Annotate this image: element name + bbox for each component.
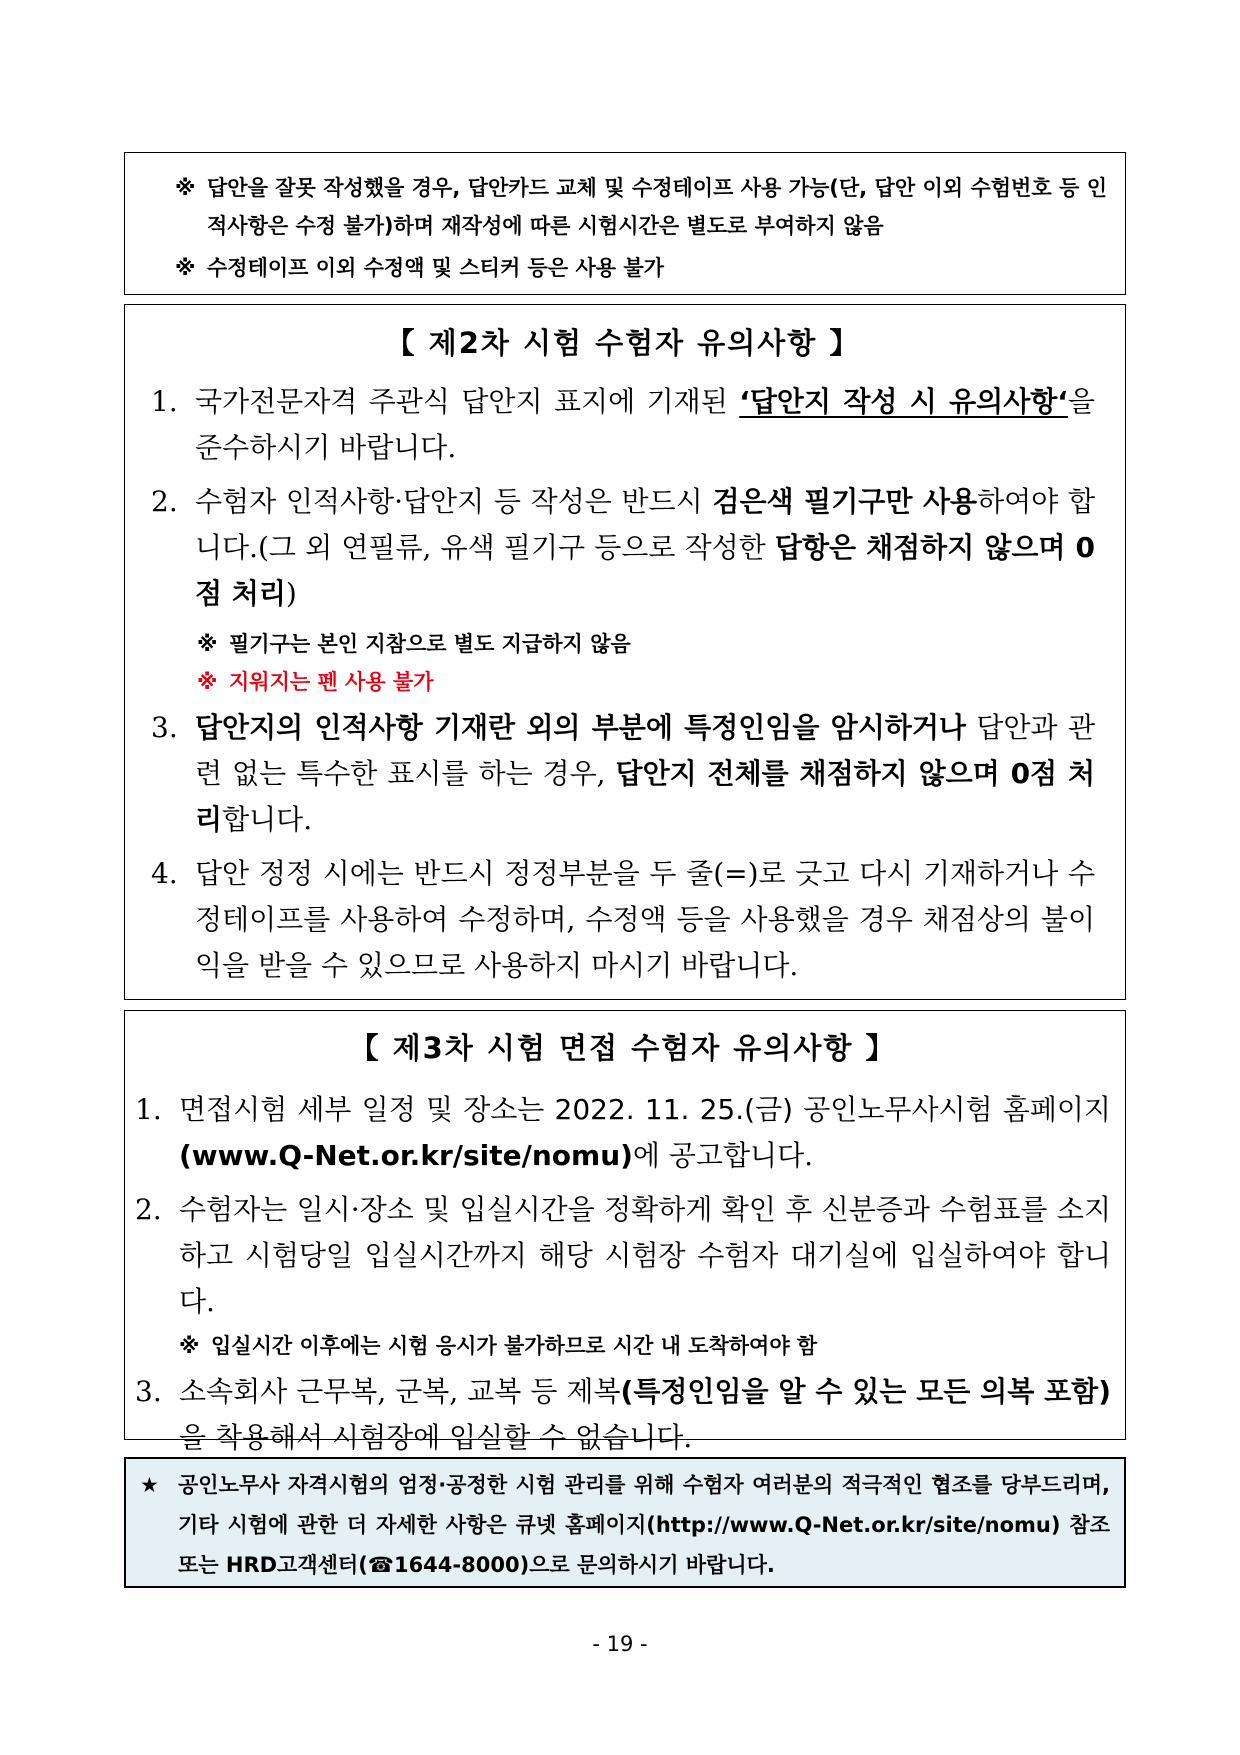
reference-mark-icon: ※: [197, 670, 218, 694]
emphasis-text: ‘답안지 작성 시 유의사항‘: [739, 385, 1068, 418]
sub-notice-warning: [197, 663, 1095, 701]
item-number: 1.: [135, 1093, 162, 1126]
contact-info-box: [124, 1457, 1126, 1588]
answer-card-notice-box: [124, 152, 1126, 295]
emphasis-text: 답항은 채점하지 않으며 0점 처리: [195, 531, 1095, 610]
third-exam-section: [124, 1010, 1126, 1454]
item-number: 4.: [151, 857, 178, 890]
emphasis-text: 답안지 전체를 채점하지 않으며 0점 처리: [195, 757, 1095, 836]
item-number: 2.: [151, 485, 178, 518]
item-text: [195, 379, 1095, 471]
item-text-part: 국가전문자격 주관식 답안지 표지에 기재된: [195, 385, 740, 418]
reference-mark-icon: ※: [197, 632, 218, 656]
item-text-part: 하여야 합니다.(그 외 연필류, 유색 필기구 등으로 작성한: [195, 485, 1095, 564]
item-text-part: ): [285, 577, 297, 610]
page-number: - 19 -: [592, 1632, 648, 1656]
section-title: 【 제2차 시험 수험자 유의사항 】: [385, 326, 861, 360]
list-item: [151, 379, 1095, 471]
item-text: 답안 정정 시에는 반드시 정정부분을 두 줄(=)로 긋고 다시 기재하거나 수정테이프를 사용하여 수정하며, 수정액 등을 사용했을 경우 채점상의 불이익을 받을 수 있으므로 사용하지 마시기 바랍니다.: [195, 857, 1095, 982]
item-text: [195, 479, 1095, 617]
item-text: [179, 1369, 1111, 1461]
notice-text: 답안을 잘못 작성했을 경우, 답안카드 교체 및 수정테이프 사용 가능(단, 답안 이외 수험번호 등 인적사항은 수정 불가)하며 재작성에 따른 시험시간은 별도로 부여하지 않음: [207, 176, 1107, 238]
list-item: [151, 851, 1095, 989]
emphasis-text: (특정인임을 알 수 있는 모든 의복 포함): [620, 1375, 1111, 1408]
notice-text: 수정테이프 이외 수정액 및 스티커 등은 사용 불가: [207, 256, 664, 280]
contact-text: 공인노무사 자격시험의 엄정·공정한 시험 관리를 위해 수험자 여러분의 적극적인 협조를 당부드리며, 기타 시험에 관한 더 자세한 사항은 큐넷 홈페이지(http://www.Q-Net.or.kr/site/nomu) 참조 또는 HRD고객센터(☎1644-8000)으로 문의하시기 바랍니다.: [178, 1473, 1110, 1577]
emphasis-text: 답안지의 인적사항 기재란 외의 부분에 특정인임을 암시하거나: [195, 711, 966, 744]
second-exam-section: [124, 304, 1126, 1000]
reference-mark-icon: ※: [179, 1334, 200, 1358]
item-number: 3.: [151, 711, 178, 744]
sub-notice-text: 필기구는 본인 지참으로 별도 지급하지 않음: [229, 632, 631, 656]
item-text-part: 공인노무사시험 홈페이지: [793, 1093, 1111, 1126]
sub-notice-text: 지워지는 펜 사용 불가: [229, 670, 434, 694]
contact-notice: [140, 1465, 1110, 1585]
item-text-part: 합니다.: [222, 803, 313, 836]
item-text-part: 에 공고합니다.: [632, 1139, 814, 1172]
item-text-part: 소속회사 근무복, 군복, 교복 등 제복: [179, 1375, 621, 1408]
item-number: 2.: [135, 1193, 162, 1226]
notice-item: [175, 169, 1107, 245]
list-item: [135, 1369, 1111, 1461]
item-text-part: 면접시험 세부 일정 및 장소는: [179, 1093, 555, 1126]
exam-date: 2022. 11. 25.(금): [554, 1093, 794, 1126]
item-text: 수험자는 일시·장소 및 입실시간을 정확하게 확인 후 신분증과 수험표를 소지하고 시험당일 입실시간까지 해당 시험장 수험자 대기실에 입실하여야 합니다.: [179, 1193, 1111, 1318]
item-text-part: 수험자 인적사항·답안지 등 작성은 반드시: [195, 485, 713, 518]
list-item: [151, 479, 1095, 617]
notice-item: [175, 249, 1107, 287]
website-link[interactable]: (www.Q-Net.or.kr/site/nomu): [179, 1139, 633, 1172]
list-item: [135, 1087, 1111, 1179]
sub-notice: [179, 1327, 1111, 1365]
star-icon: ★: [140, 1473, 159, 1497]
reference-mark-icon: ※: [175, 256, 196, 280]
item-text-part: 답안과 관련 없는 특수한 표시를 하는 경우,: [195, 711, 1095, 790]
item-number: 1.: [151, 385, 178, 418]
reference-mark-icon: ※: [175, 176, 196, 200]
item-text: [195, 705, 1095, 843]
item-text-part: 을 착용해서 시험장에 입실할 수 없습니다.: [179, 1421, 693, 1454]
sub-notice-text: 입실시간 이후에는 시험 응시가 불가하므로 시간 내 도착하여야 함: [211, 1334, 818, 1358]
sub-notice: [197, 625, 1095, 663]
list-item: [151, 705, 1095, 843]
item-number: 3.: [135, 1375, 162, 1408]
section-title: 【 제3차 시험 면접 수험자 유의사항 】: [349, 1031, 897, 1065]
emphasis-text: 검은색 필기구만 사용: [712, 485, 978, 518]
item-text-part: 을 준수하시기 바랍니다.: [195, 385, 1096, 464]
item-text: [179, 1087, 1111, 1179]
list-item: [135, 1187, 1111, 1325]
